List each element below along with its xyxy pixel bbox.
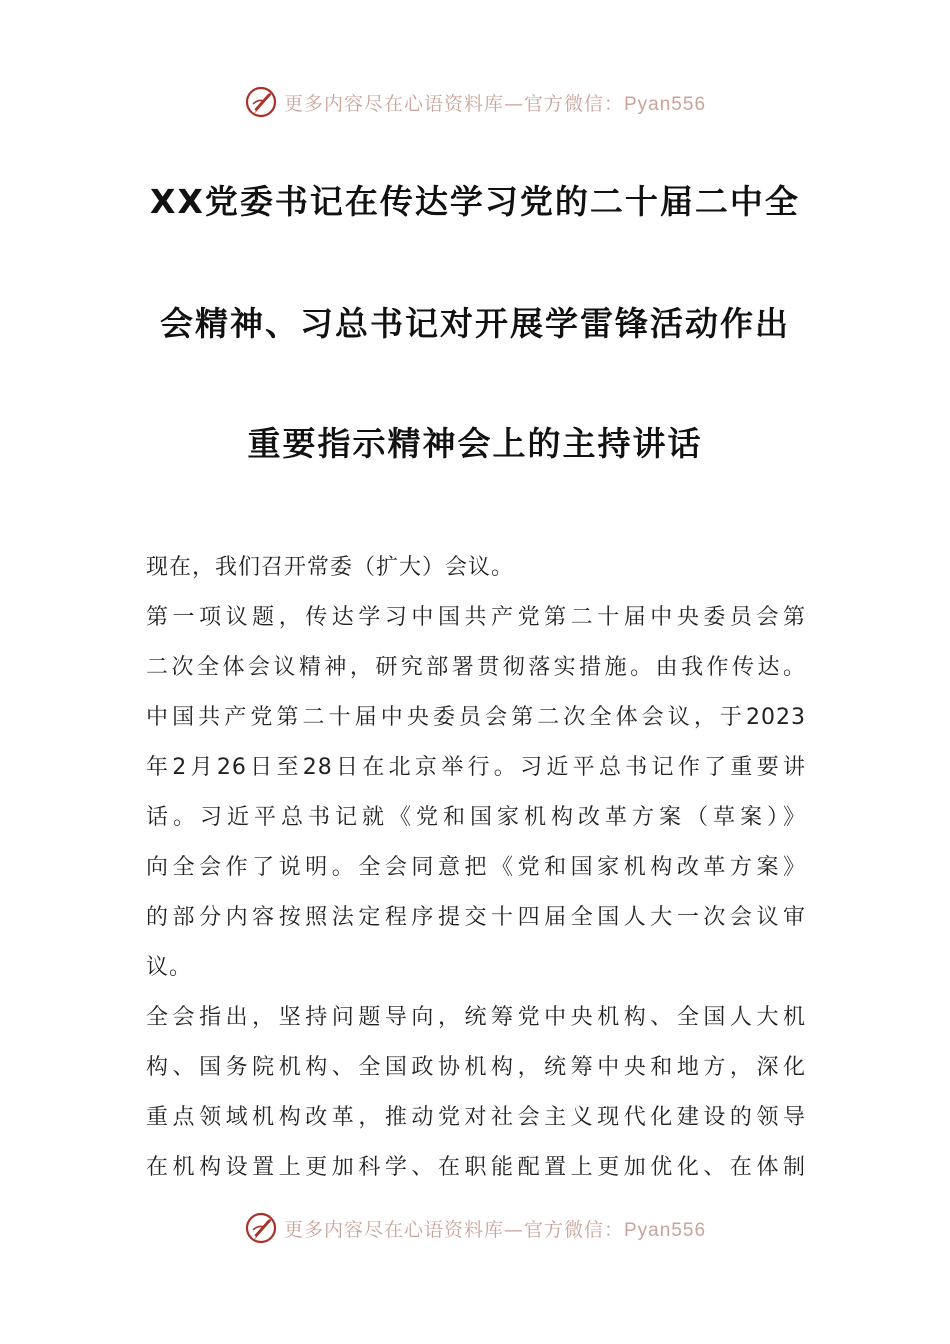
quill-pen-logo-icon — [244, 85, 278, 119]
body-line: 的部分内容按照法定程序提交十四届全国人大一次会议审 — [146, 905, 806, 930]
watermark-text: 更多内容尽在心语资料库—官方微信：Pyan556 — [283, 92, 707, 115]
watermark-banner-bottom — [0, 1208, 950, 1248]
body-line: 现在，我们召开常委（扩大）会议。 — [146, 555, 515, 580]
body-line: 年2月26日至28日在北京举行。习近平总书记作了重要讲 — [146, 755, 806, 780]
document-title-line-1: XX党委书记在传达学习党的二十届二中全 — [150, 182, 800, 221]
document-title-line-2: 会精神、习总书记对开展学雷锋活动作出 — [160, 304, 790, 343]
watermark-banner-top — [0, 82, 950, 122]
body-line: 中国共产党第二十届中央委员会第二次全体会议，于2023 — [146, 705, 806, 730]
watermark-text: 更多内容尽在心语资料库—官方微信：Pyan556 — [283, 1218, 707, 1241]
body-line: 话。习近平总书记就《党和国家机构改革方案（草案）》 — [146, 805, 806, 830]
quill-pen-logo-icon — [244, 1211, 278, 1245]
body-line: 在机构设置上更加科学、在职能配置上更加优化、在体制 — [146, 1155, 806, 1180]
body-line: 议。 — [146, 955, 193, 980]
body-line: 向全会作了说明。全会同意把《党和国家机构改革方案》 — [146, 855, 806, 880]
body-line: 二次全体会议精神，研究部署贯彻落实措施。由我作传达。 — [146, 655, 806, 680]
body-line: 全会指出，坚持问题导向，统筹党中央机构、全国人大机 — [146, 1005, 806, 1030]
body-line: 构、国务院机构、全国政协机构，统筹中央和地方，深化 — [146, 1055, 806, 1080]
document-title-line-3: 重要指示精神会上的主持讲话 — [247, 424, 703, 463]
body-line: 第一项议题，传达学习中国共产党第二十届中央委员会第 — [146, 605, 806, 630]
body-line: 重点领域机构改革，推动党对社会主义现代化建设的领导 — [146, 1105, 806, 1130]
